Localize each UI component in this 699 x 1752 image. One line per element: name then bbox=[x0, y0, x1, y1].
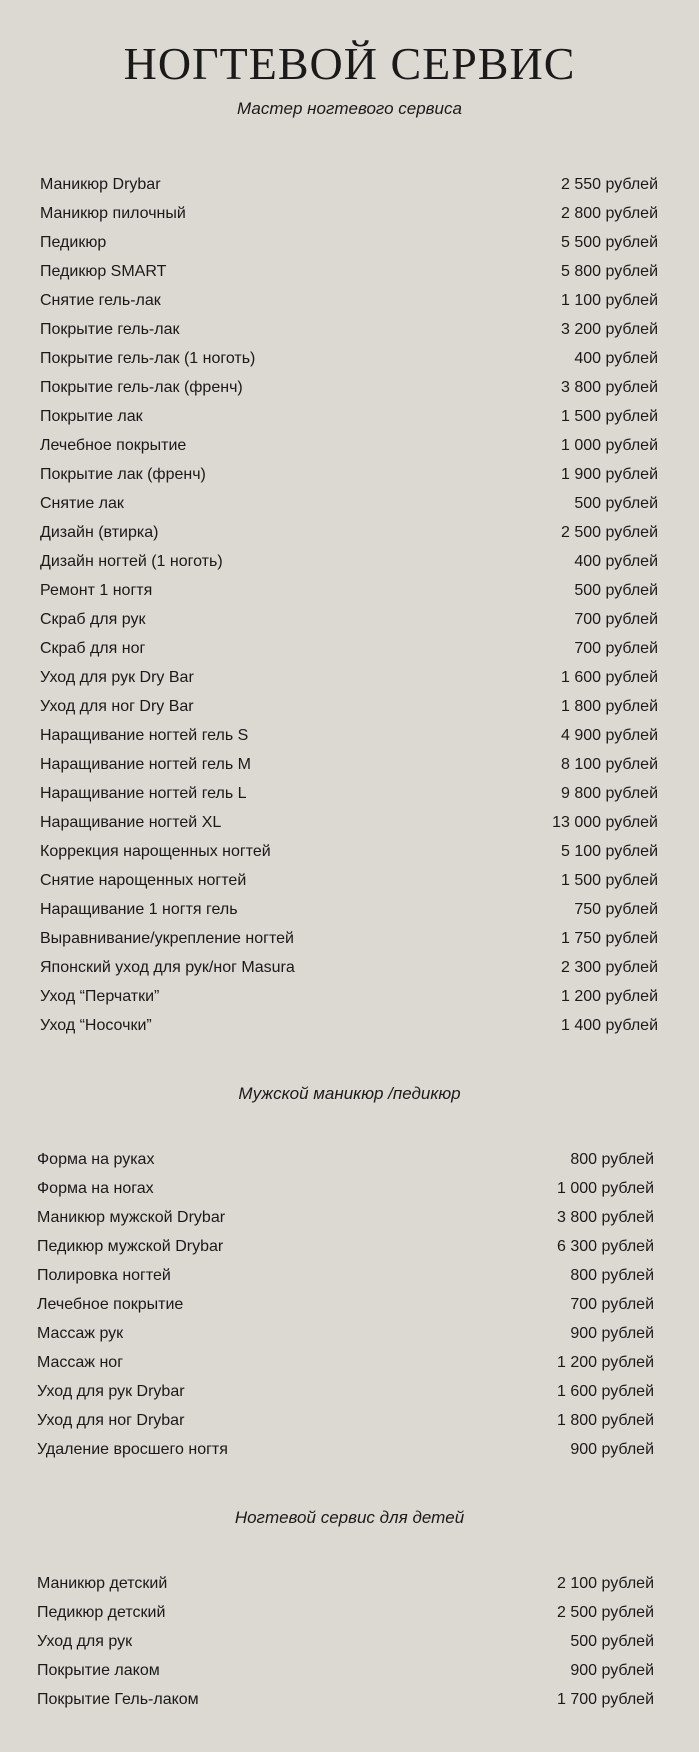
service-price: 900 рублей bbox=[570, 1662, 654, 1679]
service-price: 1 500 рублей bbox=[561, 408, 658, 425]
service-name: Скраб для рук bbox=[40, 611, 146, 628]
service-name: Наращивание ногтей гель S bbox=[40, 727, 249, 744]
list-item bbox=[37, 1685, 654, 1714]
list-item bbox=[40, 750, 658, 779]
service-price: 2 500 рублей bbox=[557, 1604, 654, 1621]
service-price: 900 рублей bbox=[570, 1325, 654, 1342]
service-price: 400 рублей bbox=[574, 350, 658, 367]
service-name: Скраб для ног bbox=[40, 640, 146, 657]
service-name: Дизайн ногтей (1 ноготь) bbox=[40, 553, 223, 570]
service-name: Покрытие лаком bbox=[37, 1662, 160, 1679]
service-name: Уход “Перчатки” bbox=[40, 988, 160, 1005]
service-price: 2 100 рублей bbox=[557, 1575, 654, 1592]
service-name: Педикюр мужской Drybar bbox=[37, 1238, 224, 1255]
service-name: Уход для рук Dry Bar bbox=[40, 669, 194, 686]
service-name: Педикюр детский bbox=[37, 1604, 166, 1621]
list-item bbox=[40, 199, 658, 228]
service-name: Наращивание ногтей гель L bbox=[40, 785, 247, 802]
service-price: 3 200 рублей bbox=[561, 321, 658, 338]
list-item bbox=[40, 257, 658, 286]
list-item bbox=[40, 692, 658, 721]
service-price: 1 750 рублей bbox=[561, 930, 658, 947]
list-item bbox=[37, 1261, 654, 1290]
service-price: 4 900 рублей bbox=[561, 727, 658, 744]
price-list-men bbox=[37, 1145, 654, 1464]
service-price: 1 400 рублей bbox=[561, 1017, 658, 1034]
list-item bbox=[40, 1011, 658, 1040]
service-price: 1 600 рублей bbox=[557, 1383, 654, 1400]
service-name: Массаж рук bbox=[37, 1325, 124, 1342]
list-item bbox=[40, 402, 658, 431]
service-name: Покрытие гель-лак (1 ноготь) bbox=[40, 350, 256, 367]
list-item bbox=[40, 924, 658, 953]
service-name: Наращивание 1 ногтя гель bbox=[40, 901, 238, 918]
service-price: 1 200 рублей bbox=[557, 1354, 654, 1371]
list-item bbox=[40, 344, 658, 373]
service-price: 2 550 рублей bbox=[561, 176, 658, 193]
service-name: Уход для рук bbox=[37, 1633, 133, 1650]
service-price: 400 рублей bbox=[574, 553, 658, 570]
price-list-master bbox=[40, 170, 658, 1040]
service-name: Педикюр SMART bbox=[40, 263, 167, 280]
section-heading-men: Мужской маникюр /педикюр bbox=[238, 1084, 461, 1103]
service-name: Выравнивание/укрепление ногтей bbox=[40, 930, 294, 947]
service-name: Удаление вросшего ногтя bbox=[37, 1441, 228, 1458]
list-item bbox=[37, 1348, 654, 1377]
service-price: 8 100 рублей bbox=[561, 756, 658, 773]
list-item bbox=[40, 837, 658, 866]
service-price: 2 300 рублей bbox=[561, 959, 658, 976]
service-name: Покрытие Гель-лаком bbox=[37, 1691, 199, 1708]
service-name: Дизайн (втирка) bbox=[40, 524, 159, 541]
list-item bbox=[40, 518, 658, 547]
list-item bbox=[37, 1598, 654, 1627]
service-name: Педикюр bbox=[40, 234, 107, 251]
list-item bbox=[37, 1203, 654, 1232]
service-price: 3 800 рублей bbox=[557, 1209, 654, 1226]
service-name: Снятие нарощенных ногтей bbox=[40, 872, 247, 889]
section-heading-kids: Ногтевой сервис для детей bbox=[234, 1508, 465, 1527]
list-item bbox=[40, 286, 658, 315]
service-name: Форма на ногах bbox=[37, 1180, 154, 1197]
service-name: Уход для ног Dry Bar bbox=[40, 698, 194, 715]
list-item bbox=[37, 1232, 654, 1261]
list-item bbox=[37, 1174, 654, 1203]
service-name: Полировка ногтей bbox=[37, 1267, 171, 1284]
service-price: 500 рублей bbox=[574, 582, 658, 599]
price-list-kids bbox=[37, 1569, 654, 1714]
service-price: 1 800 рублей bbox=[557, 1412, 654, 1429]
service-name: Покрытие лак bbox=[40, 408, 143, 425]
list-item bbox=[40, 228, 658, 257]
list-item bbox=[40, 663, 658, 692]
service-name: Ремонт 1 ногтя bbox=[40, 582, 153, 599]
service-price: 1 600 рублей bbox=[561, 669, 658, 686]
list-item bbox=[40, 634, 658, 663]
service-price: 700 рублей bbox=[574, 611, 658, 628]
service-name: Покрытие гель-лак (френч) bbox=[40, 379, 243, 396]
service-price: 6 300 рублей bbox=[557, 1238, 654, 1255]
list-item bbox=[40, 373, 658, 402]
list-item bbox=[37, 1627, 654, 1656]
service-price: 1 200 рублей bbox=[561, 988, 658, 1005]
service-name: Массаж ног bbox=[37, 1354, 124, 1371]
service-name: Маникюр мужской Drybar bbox=[37, 1209, 226, 1226]
page-title: НОГТЕВОЙ СЕРВИС bbox=[123, 38, 576, 89]
list-item bbox=[37, 1319, 654, 1348]
list-item bbox=[40, 315, 658, 344]
service-price: 1 900 рублей bbox=[561, 466, 658, 483]
list-item bbox=[40, 460, 658, 489]
service-name: Форма на руках bbox=[37, 1151, 155, 1168]
service-name: Наращивание ногтей гель M bbox=[40, 756, 251, 773]
service-name: Японский уход для рук/ног Masura bbox=[40, 959, 295, 976]
service-price: 500 рублей bbox=[574, 495, 658, 512]
list-item bbox=[40, 605, 658, 634]
list-item bbox=[40, 721, 658, 750]
service-price: 700 рублей bbox=[570, 1296, 654, 1313]
service-price: 5 500 рублей bbox=[561, 234, 658, 251]
service-price: 2 500 рублей bbox=[561, 524, 658, 541]
service-price: 1 000 рублей bbox=[557, 1180, 654, 1197]
service-price: 3 800 рублей bbox=[561, 379, 658, 396]
service-name: Покрытие гель-лак bbox=[40, 321, 180, 338]
service-price: 9 800 рублей bbox=[561, 785, 658, 802]
list-item bbox=[40, 982, 658, 1011]
service-name: Снятие гель-лак bbox=[40, 292, 161, 309]
service-name: Маникюр пилочный bbox=[40, 205, 186, 222]
service-price: 1 100 рублей bbox=[561, 292, 658, 309]
service-price: 2 800 рублей bbox=[561, 205, 658, 222]
service-name: Лечебное покрытие bbox=[40, 437, 187, 454]
list-item bbox=[37, 1290, 654, 1319]
service-name: Маникюр Drybar bbox=[40, 176, 161, 193]
service-name: Лечебное покрытие bbox=[37, 1296, 184, 1313]
service-name: Маникюр детский bbox=[37, 1575, 168, 1592]
list-item bbox=[40, 895, 658, 924]
service-price: 750 рублей bbox=[574, 901, 658, 918]
service-name: Наращивание ногтей XL bbox=[40, 814, 222, 831]
list-item bbox=[40, 576, 658, 605]
service-price: 1 000 рублей bbox=[561, 437, 658, 454]
service-price: 5 100 рублей bbox=[561, 843, 658, 860]
list-item bbox=[37, 1656, 654, 1685]
service-price: 700 рублей bbox=[574, 640, 658, 657]
list-item bbox=[40, 170, 658, 199]
service-price: 5 800 рублей bbox=[561, 263, 658, 280]
service-name: Снятие лак bbox=[40, 495, 124, 512]
service-price: 1 700 рублей bbox=[557, 1691, 654, 1708]
service-name: Коррекция нарощенных ногтей bbox=[40, 843, 271, 860]
list-item bbox=[40, 489, 658, 518]
list-item bbox=[37, 1377, 654, 1406]
service-price: 500 рублей bbox=[570, 1633, 654, 1650]
list-item bbox=[40, 547, 658, 576]
service-name: Уход для ног Drybar bbox=[37, 1412, 185, 1429]
service-price: 1 800 рублей bbox=[561, 698, 658, 715]
list-item bbox=[37, 1406, 654, 1435]
list-item bbox=[37, 1145, 654, 1174]
list-item bbox=[40, 808, 658, 837]
list-item bbox=[37, 1569, 654, 1598]
list-item bbox=[37, 1435, 654, 1464]
list-item bbox=[40, 866, 658, 895]
service-price: 900 рублей bbox=[570, 1441, 654, 1458]
service-price: 1 500 рублей bbox=[561, 872, 658, 889]
service-price: 800 рублей bbox=[570, 1267, 654, 1284]
service-name: Уход для рук Drybar bbox=[37, 1383, 185, 1400]
list-item bbox=[40, 953, 658, 982]
service-name: Покрытие лак (френч) bbox=[40, 466, 206, 483]
list-item bbox=[40, 431, 658, 460]
service-price: 800 рублей bbox=[570, 1151, 654, 1168]
list-item bbox=[40, 779, 658, 808]
service-name: Уход “Носочки” bbox=[40, 1017, 152, 1034]
section-heading-master: Мастер ногтевого сервиса bbox=[237, 99, 462, 118]
service-price: 13 000 рублей bbox=[552, 814, 658, 831]
